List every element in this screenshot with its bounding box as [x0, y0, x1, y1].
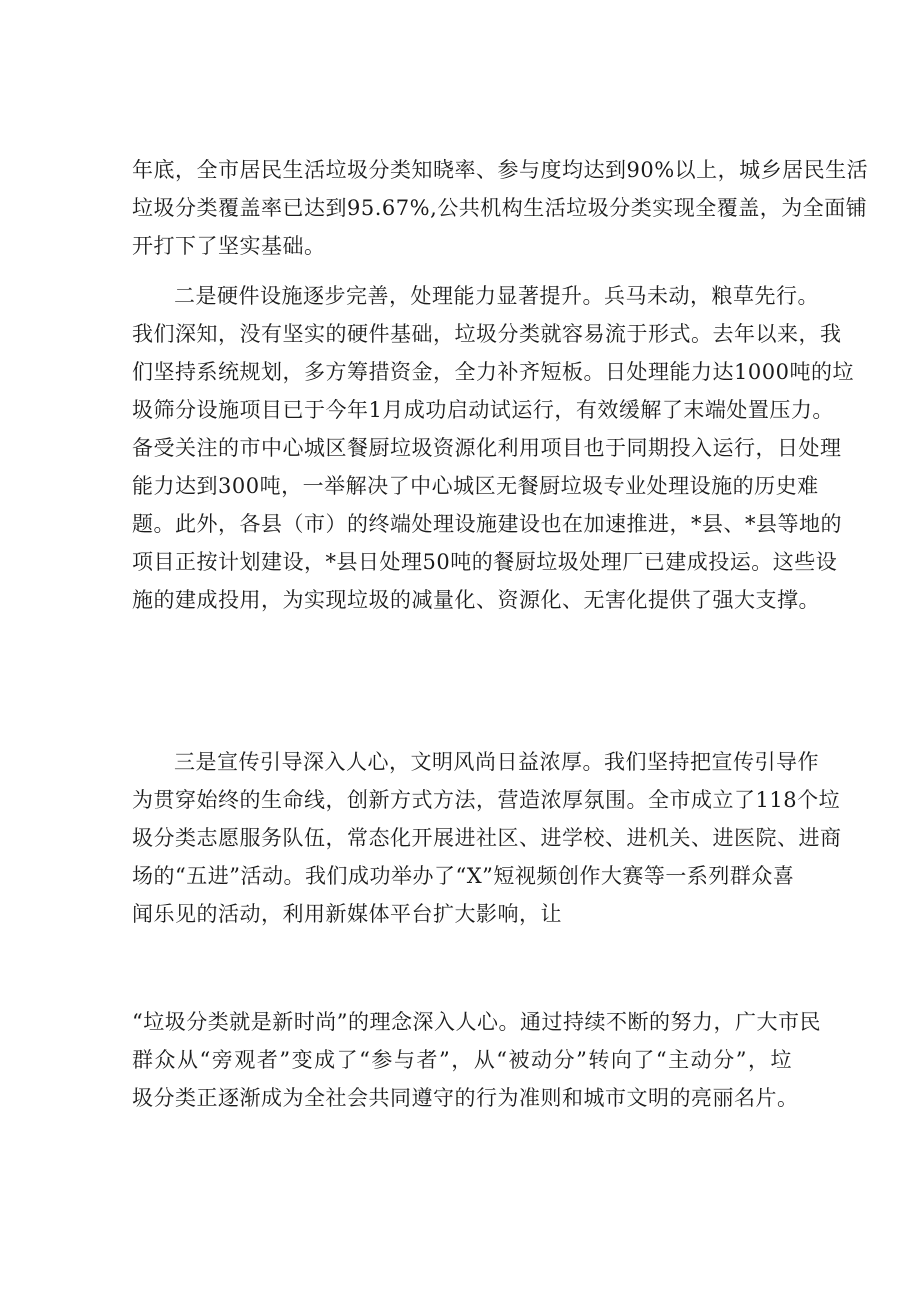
- text-line: 备受关注的市中心城区餐厨垃圾资源化利用项目也于同期投入运行，日处理: [132, 436, 842, 460]
- text-line: 群众从“旁观者”变成了“参与者”，从“被动分”转向了“主动分”，垃: [132, 1048, 792, 1072]
- text-line: 场的“五进”活动。我们成功举办了“X”短视频创作大赛等一系列群众喜: [132, 864, 795, 888]
- text-line: 施的建成投用，为实现垃圾的减量化、资源化、无害化提供了强大支撑。: [132, 588, 820, 612]
- paragraph-2: [132, 277, 854, 619]
- text-line: 二是硬件设施逐步完善，处理能力显著提升。兵马未动，粮草先行。: [174, 284, 819, 308]
- paragraph-4: [132, 1003, 821, 1117]
- text-line: 圾筛分设施项目已于今年1月成功启动试运行，有效缓解了末端处置压力。: [132, 398, 834, 422]
- text-line: 我们深知，没有坚实的硬件基础，垃圾分类就容易流于形式。去年以来，我: [132, 322, 842, 346]
- text-line: 闻乐见的活动，利用新媒体平台扩大影响，让: [132, 902, 562, 926]
- text-line: 垃圾分类覆盖率已达到95.67%,公共机构生活垃圾分类实现全覆盖，为全面铺: [132, 196, 868, 220]
- text-line: 圾分类志愿服务队伍，常态化开展进社区、进学校、进机关、进医院、进商: [132, 826, 842, 850]
- text-line: 三是宣传引导深入人心，文明风尚日益浓厚。我们坚持把宣传引导作: [174, 750, 819, 774]
- text-line: “垃圾分类就是新时尚”的理念深入人心。通过持续不断的努力，广大市民: [132, 1010, 821, 1034]
- paragraph-3: [132, 743, 842, 933]
- text-line: 圾分类正逐渐成为全社会共同遵守的行为准则和城市文明的亮丽名片。: [132, 1086, 799, 1110]
- text-line: 项目正按计划建设，*县日处理50吨的餐厨垃圾处理厂已建成投运。这些设: [132, 550, 838, 574]
- paragraph-1: [132, 151, 869, 265]
- text-line: 能力达到300吨，一举解决了中心城区无餐厨垃圾专业处理设施的历史难: [132, 474, 819, 498]
- text-line: 开打下了坚实基础。: [132, 234, 326, 258]
- text-line: 为贯穿始终的生命线，创新方式方法，营造浓厚氛围。全市成立了118个垃: [132, 788, 841, 812]
- text-line: 年底，全市居民生活垃圾分类知晓率、参与度均达到90%以上，城乡居民生活: [132, 158, 869, 182]
- text-line: 题。此外，各县（市）的终端处理设施建设也在加速推进，*县、*县等地的: [132, 512, 842, 536]
- text-line: 们坚持系统规划，多方筹措资金，全力补齐短板。日处理能力达1000吨的垃: [132, 360, 854, 384]
